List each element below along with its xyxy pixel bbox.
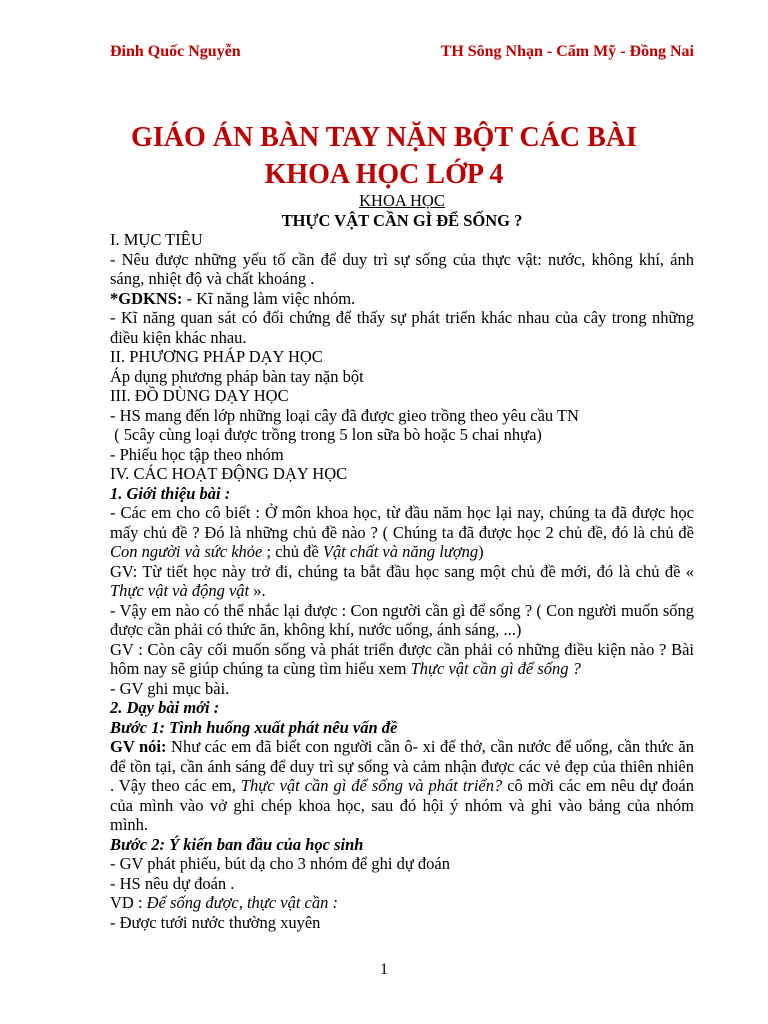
step-1-paragraph — [110, 737, 694, 835]
a1-p4-italic: Thực vật cần gì để sống ? — [410, 659, 581, 678]
section-3-paragraph-3: - Phiếu học tập theo nhóm — [110, 444, 284, 464]
lesson-title: THỰC VẬT CẦN GÌ ĐỂ SỐNG ? — [281, 210, 523, 230]
header-school: TH Sông Nhạn - Cẩm Mỹ - Đồng Nai — [440, 43, 694, 60]
section-4-heading: IV. CÁC HOẠT ĐỘNG DẠY HỌC — [110, 464, 348, 483]
activity-1-paragraph-4 — [110, 640, 694, 679]
document-title-line-1: GIÁO ÁN BÀN TAY NẶN BỘT CÁC BÀI — [131, 122, 637, 153]
step-1-text-a: Như các em đã biết con người cần ô- xi để thở, cần nước để uống, cần thức ăn để tồn tại, cần ánh sáng để duy trì sự sống và cảm nhận được các vẻ đẹp của thiên nhiên . Vậy theo các em, — [110, 737, 694, 795]
section-1-paragraph-2: - Kĩ năng quan sát có đối chứng để thấy sự phát triển khác nhau của cây trong những điều kiện khác nhau. — [110, 308, 694, 347]
step-1-text-b: cô mời các em nêu dự đoán của mình vào vở ghi chép khoa học, sau đó hội ý nhóm và ghi vào bảng của nhóm mình. — [110, 776, 694, 834]
section-2-heading: II. PHƯƠNG PHÁP DẠY HỌC — [110, 347, 323, 366]
a1-p2-text-b: ». — [249, 581, 266, 600]
step-2-paragraph-3: - Được tưới nước thường xuyên — [110, 912, 321, 932]
section-3-paragraph-1: - HS mang đến lớp những loại cây đã được gieo trồng theo yêu cầu TN — [110, 405, 579, 425]
gdkns-text: - Kĩ năng làm việc nhóm. — [182, 288, 356, 308]
a1-p4-text-a: GV : Còn cây cối muốn sống và phát triển được cần phải có những điều kiện nào ? Bài hôm nay sẽ giúp chúng ta cùng tìm hiểu xem — [110, 639, 694, 678]
a1-p2-text-a: GV: Từ tiết học này trở đi, chúng ta bắt đầu học sang một chủ đề mới, đó là chủ đề « — [110, 561, 694, 581]
a1-p1-text-b: ; chủ đề — [262, 542, 323, 561]
page-number: 1 — [380, 961, 388, 978]
activity-1-paragraph-5: - GV ghi mục bài. — [110, 678, 230, 698]
step-2-paragraph-2: - HS nêu dự đoán . — [110, 873, 235, 893]
document-title-line-2: KHOA HỌC LỚP 4 — [264, 159, 504, 190]
step-1-label: GV nói: — [110, 737, 167, 756]
a1-p1-text-a: - Các em cho cô biết : Ở môn khoa học, từ đầu năm học lại nay, chúng ta đã được học mấy chủ đề ? Đó là những chủ đề nào ? ( Chúng ta đã được học 2 chủ đề, đó là chủ đề — [110, 503, 694, 542]
a1-p1-italic-1: Con người và sức khỏe — [110, 542, 263, 561]
step-1-italic: Thực vật cần gì để sống và phát triển? — [240, 776, 503, 795]
gdkns-line — [110, 289, 694, 309]
section-3-paragraph-2: ( 5cây cùng loại được trồng trong 5 lon sữa bò hoặc 5 chai nhựa) — [110, 425, 542, 444]
gdkns-label: *GDKNS: — [110, 288, 183, 308]
activity-2-heading: 2. Dạy bài mới : — [110, 698, 220, 717]
activity-1-paragraph-1 — [110, 503, 694, 562]
activity-1-paragraph-2 — [110, 562, 694, 601]
activity-1-paragraph-3: - Vậy em nào có thể nhắc lại được : Con người cần gì để sống ? ( Con người muốn sống được cần phải có thức ăn, không khí, nước uống, ánh sáng, ...) — [110, 600, 694, 639]
section-1-heading: I. MỤC TIÊU — [110, 230, 203, 249]
document-body — [110, 191, 694, 932]
header-author: Đinh Quốc Nguyễn — [110, 43, 241, 60]
a1-p2-italic: Thực vật và động vật — [110, 581, 250, 600]
section-2-paragraph-1: Áp dụng phương pháp bàn tay nặn bột — [110, 366, 364, 386]
step-2-heading: Bước 2: Ý kiến ban đầu của học sinh — [110, 834, 364, 854]
a1-p1-text-c: ) — [478, 542, 484, 561]
section-3-heading: III. ĐỒ DÙNG DẠY HỌC — [110, 386, 289, 405]
step-2-paragraph-1: - GV phát phiếu, bút dạ cho 3 nhóm để ghi dự đoán — [110, 854, 450, 873]
step-2-vd-italic: Để sống được, thực vật cần : — [146, 893, 338, 912]
step-2-example — [110, 893, 694, 913]
subject-heading: KHOA HỌC — [359, 191, 445, 210]
step-2-vd-label: VD : — [110, 893, 147, 912]
activity-1-heading: 1. Giới thiệu bài : — [110, 483, 231, 503]
section-1-paragraph-1: - Nêu được những yếu tố cần để duy trì sự sống của thực vật: nước, không khí, ánh sáng, nhiệt độ và chất khoáng . — [110, 249, 694, 288]
a1-p1-italic-2: Vật chất và năng lượng — [322, 542, 479, 561]
step-1-heading: Bước 1: Tình huống xuất phát nêu vấn đề — [110, 717, 398, 737]
